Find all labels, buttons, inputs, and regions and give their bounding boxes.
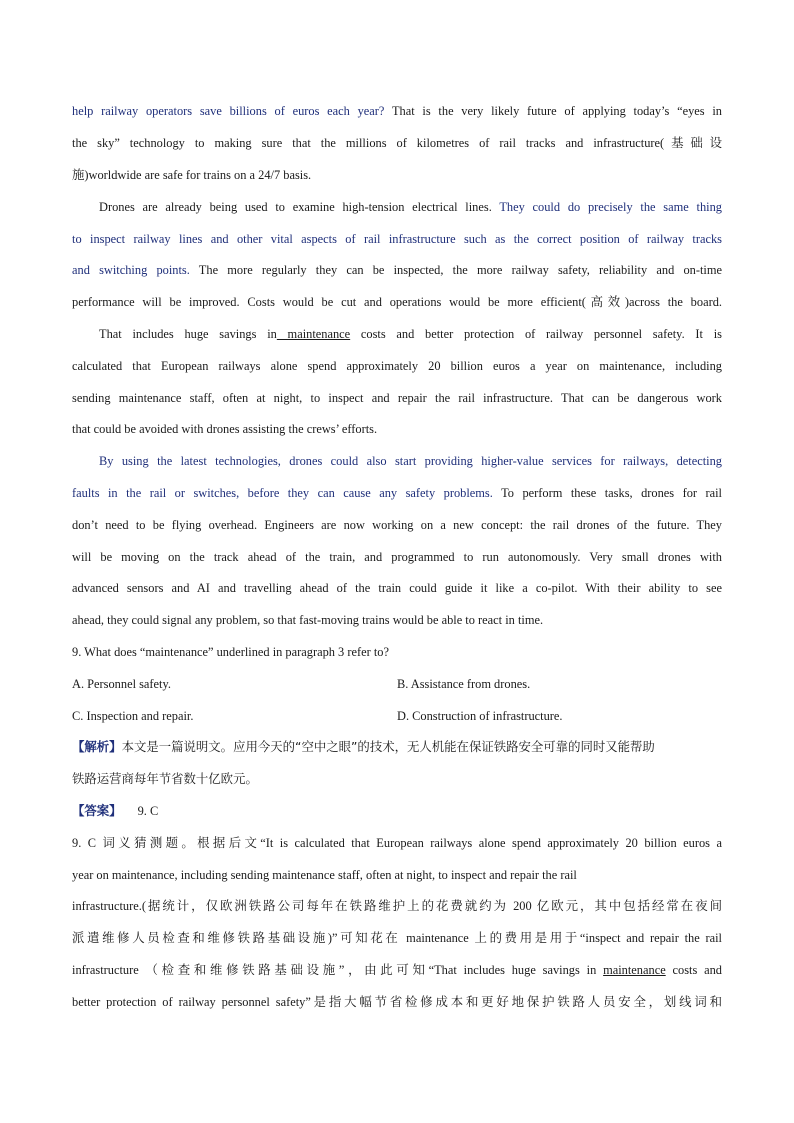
- underlined-word: maintenance: [603, 963, 666, 977]
- passage-p3-line2: calculated that European railways alone spend approximately 20 billion euros a year on maintenance, including: [72, 359, 722, 373]
- explanation-line2: year on maintenance, including sending maintenance staff, often at night, to inspect and repair the rail: [72, 868, 577, 882]
- passage-highlight: help railway operators save billions of euros each year?: [72, 104, 385, 118]
- analysis-label: 【解析】: [72, 739, 122, 754]
- passage-text: That is the very likely future of applying today’s “eyes in: [384, 104, 722, 118]
- explanation-line6: better protection of railway personnel safety”是指大幅节省检修成本和更好地保护铁路人员安全，划线词和: [72, 995, 722, 1009]
- passage-p4-line2: [72, 485, 722, 501]
- passage-p1-line2: the sky” technology to making sure that the millions of kilometres of rail tracks and infrastructure(基础设: [72, 136, 722, 150]
- passage-p4-line3: don’t need to be flying overhead. Engineers are now working on a new concept: the rail drones of the future. They: [72, 518, 722, 532]
- passage-p2-line2: to inspect railway lines and other vital aspects of rail infrastructure such as the correct position of railway tracks: [72, 232, 722, 246]
- explanation-text: costs and: [665, 963, 723, 977]
- analysis-line2: 铁路运营商每年节省数十亿欧元。: [72, 771, 258, 786]
- explanation-line1: 9. C 词义猜测题。根据后文“It is calculated that European railways alone spend approximately 20 billion euros a: [72, 836, 722, 850]
- passage-p4-line5: advanced sensors and AI and travelling ahead of the train could guide it like a co-pilot. With their ability to see: [72, 581, 722, 595]
- passage-p3-line3: sending maintenance staff, often at night, to inspect and repair the rail infrastructure. That can be dangerous work: [72, 391, 722, 405]
- passage-p2-line4: performance will be improved. Costs would be cut and operations would be more efficient(高效)across the board.: [72, 295, 722, 309]
- underlined-word: maintenance: [276, 327, 351, 341]
- passage-p4-line1: By using the latest technologies, drones could also start providing higher-value services for railways, detecting: [99, 454, 722, 468]
- option-d: D. Construction of infrastructure.: [397, 709, 563, 723]
- passage-text: Drones are already being used to examine high-tension electrical lines.: [99, 200, 500, 214]
- passage-p3-line4: that could be avoided with drones assisting the crews’ efforts.: [72, 422, 378, 436]
- passage-text: costs and better protection of railway personnel safety. It is: [350, 327, 722, 341]
- analysis-line1: [72, 739, 722, 755]
- answer-line: [72, 803, 722, 819]
- passage-p3-line1: [99, 326, 722, 342]
- option-c: C. Inspection and repair.: [72, 709, 194, 723]
- passage-p1-line1: [72, 103, 722, 119]
- answer-label: 【答案】: [72, 803, 122, 818]
- option-b: B. Assistance from drones.: [397, 677, 531, 691]
- question-stem: 9. What does “maintenance” underlined in paragraph 3 refer to?: [72, 645, 389, 659]
- passage-p2-line3: [72, 262, 722, 278]
- passage-p2-line1: [99, 199, 722, 215]
- passage-highlight: and switching points.: [72, 263, 190, 277]
- explanation-line4: 派遣维修人员检查和维修铁路基础设施)”可知花在 maintenance 上的费用是用于“inspect and repair the rail: [72, 931, 722, 945]
- passage-text: To perform these tasks, drones for rail: [492, 486, 722, 500]
- explanation-text: infrastructure （检查和维修铁路基础设施”，由此可知“That includes huge savings in: [72, 963, 604, 977]
- explanation-line3: infrastructure.(据统计，仅欧洲铁路公司每年在铁路维护上的花费就约为 200 亿欧元，其中包括经常在夜间: [72, 899, 722, 913]
- passage-text: That includes huge savings in: [99, 327, 277, 341]
- explanation-line5: [72, 962, 722, 978]
- passage-text: The more regularly they can be inspected, the more railway safety, reliability and on-time: [189, 263, 722, 277]
- passage-p1-line3: 施)worldwide are safe for trains on a 24/7 basis.: [72, 168, 312, 182]
- passage-highlight: faults in the rail or switches, before they can cause any safety problems.: [72, 486, 493, 500]
- passage-p4-line6: ahead, they could signal any problem, so that fast-moving trains would be able to react in time.: [72, 613, 544, 627]
- option-a: A. Personnel safety.: [72, 677, 171, 691]
- passage-p4-line4: will be moving on the track ahead of the train, and programmed to run autonomously. Very small drones with: [72, 550, 722, 564]
- passage-highlight: They could do precisely the same thing: [499, 200, 722, 214]
- answer-value: 9. C: [137, 804, 159, 818]
- analysis-text: 本文是一篇说明文。应用今天的“空中之眼”的技术，无人机能在保证铁路安全可靠的同时又能帮助: [121, 739, 655, 754]
